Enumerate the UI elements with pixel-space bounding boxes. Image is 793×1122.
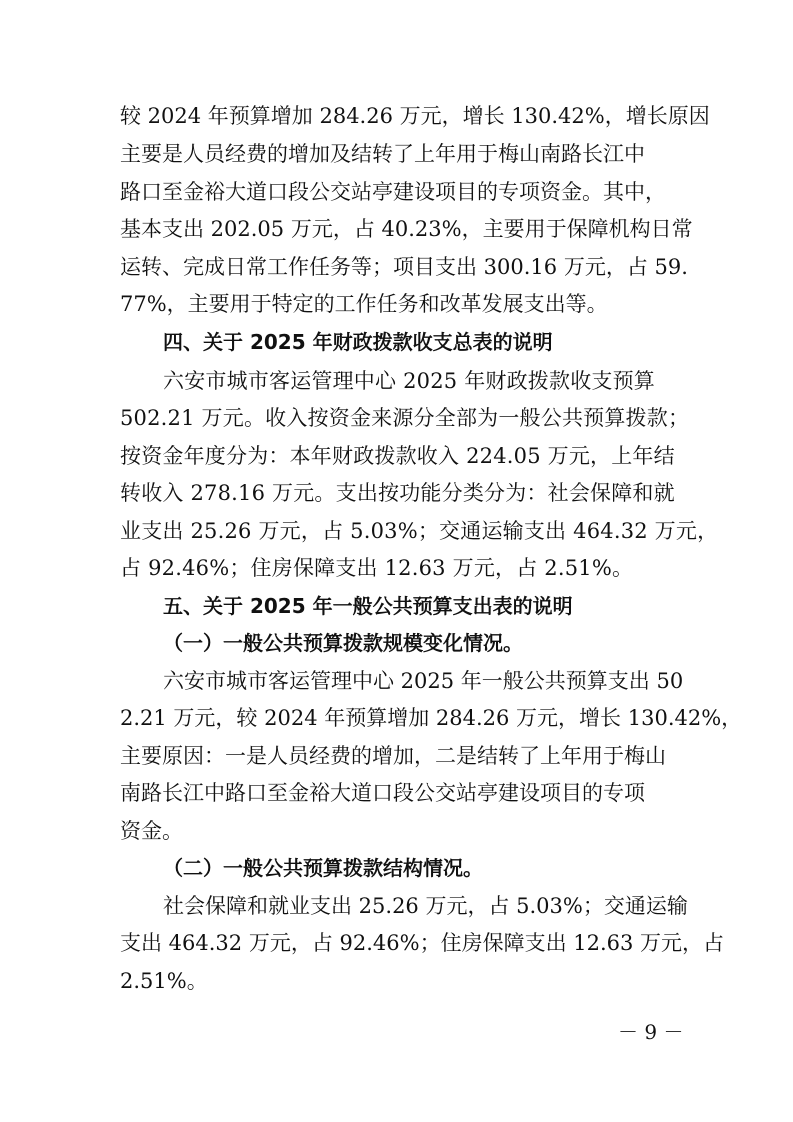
sub-heading-1: （一）一般公共预算拨款规模变化情况。 — [163, 631, 523, 655]
paragraph-line: 2.21 万元，较 2024 年预算增加 284.26 万元，增长 130.42%， — [120, 706, 743, 730]
paragraph-line: 南路长江中路口至金裕大道口段公交站亭建设项目的专项 — [120, 781, 645, 805]
paragraph-line: 502.21 万元。收入按资金来源分全部为一般公共预算拨款； — [120, 406, 690, 430]
paragraph-line: 六安市城市客运管理中心 2025 年财政拨款收支预算 — [163, 369, 655, 393]
section-heading-4: 四、关于 2025 年财政拨款收支总表的说明 — [163, 330, 553, 354]
paragraph-line: 支出 464.32 万元，占 92.46%；住房保障支出 12.63 万元，占 — [120, 931, 725, 955]
paragraph-line: 占 92.46%；住房保障支出 12.63 万元，占 2.51%。 — [120, 556, 634, 580]
paragraph-line: 资金。 — [120, 819, 183, 843]
paragraph-line: 运转、完成日常工作任务等；项目支出 300.16 万元，占 59. — [120, 255, 688, 279]
paragraph-line: 六安市城市客运管理中心 2025 年一般公共预算支出 50 — [163, 669, 684, 693]
paragraph-line: 2.51%。 — [120, 969, 208, 993]
paragraph-line: 按资金年度分为：本年财政拨款收入 224.05 万元，上年结 — [120, 444, 675, 468]
paragraph-line: 基本支出 202.05 万元，占 40.23%，主要用于保障机构日常 — [120, 217, 693, 241]
paragraph-line: 业支出 25.26 万元，占 5.03%；交通运输支出 464.32 万元， — [120, 519, 719, 543]
page-number: － 9 － — [618, 1020, 684, 1044]
sub-heading-2: （二）一般公共预算拨款结构情况。 — [163, 856, 483, 880]
paragraph-line: 主要原因：一是人员经费的增加，二是结转了上年用于梅山 — [120, 744, 666, 768]
paragraph-line: 路口至金裕大道口段公交站亭建设项目的专项资金。其中， — [120, 180, 666, 204]
paragraph-line: 较 2024 年预算增加 284.26 万元，增长 130.42%，增长原因 — [120, 104, 710, 128]
paragraph-line: 77%，主要用于特定的工作任务和改革发展支出等。 — [120, 292, 608, 316]
section-heading-5: 五、关于 2025 年一般公共预算支出表的说明 — [163, 594, 573, 618]
paragraph-line: 转收入 278.16 万元。支出按功能分类分为：社会保障和就 — [120, 481, 675, 505]
paragraph-line: 社会保障和就业支出 25.26 万元，占 5.03%；交通运输 — [163, 894, 688, 918]
paragraph-line: 主要是人员经费的增加及结转了上年用于梅山南路长江中 — [120, 142, 645, 166]
